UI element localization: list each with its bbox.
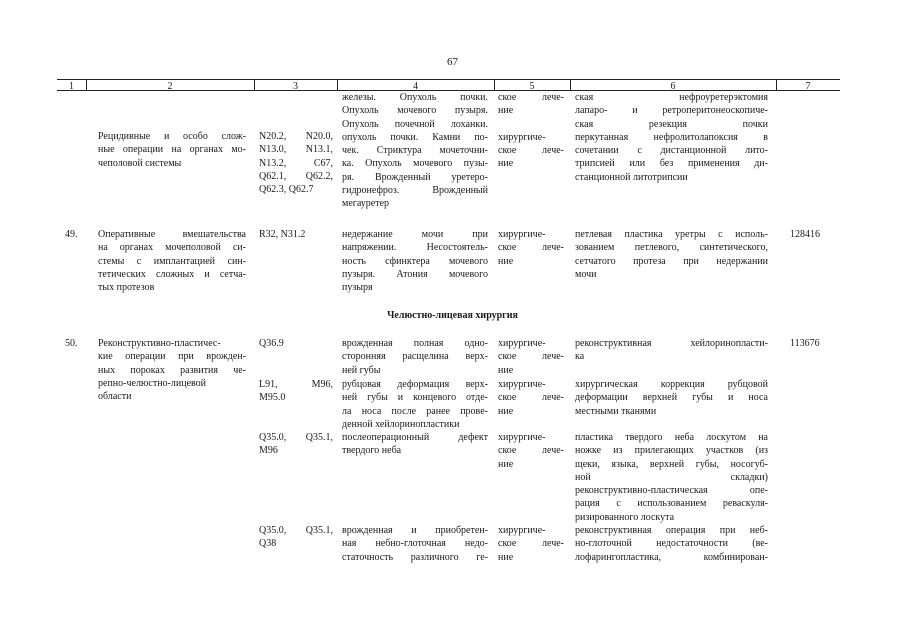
intervention-name-cell [98, 228, 246, 294]
cell-line: хирургиче- [498, 525, 546, 536]
cell-line: Рецидивные и особо слож- [98, 131, 246, 142]
cell-line: ные операции на органах мо- [98, 144, 246, 156]
header-cell: 3 [293, 81, 298, 92]
treatment-type-cell [498, 337, 564, 377]
header-cell: 4 [413, 81, 418, 92]
icd-codes-cell [259, 524, 333, 551]
header-cell: 2 [167, 81, 173, 92]
cell-line: мочи [575, 268, 597, 280]
method-cell [575, 228, 768, 281]
cell-line: 49. [65, 229, 78, 240]
cell-line: сетчатого протеза при недержании [575, 255, 768, 267]
cell-line: ней губы и концевого отде- [342, 392, 488, 404]
cell-line: тых протезов [98, 282, 155, 294]
cell-line: ние [498, 105, 514, 117]
cell-line: R32, N31.2 [259, 229, 306, 240]
cell-line: N13.2, C67, [259, 157, 333, 169]
diagnosis-cell [342, 228, 488, 294]
cell-line: ние [498, 255, 514, 267]
cell-line: мегауретер [342, 198, 390, 210]
method-cell [575, 91, 768, 184]
section-title: Челюстно-лицевая хирургия [387, 310, 518, 321]
cell-line: репно-челюстно-лицевой [98, 377, 207, 389]
cell-line: ние [498, 551, 514, 563]
cell-line: Q62.1, Q62.2, [259, 170, 333, 182]
icd-codes-cell [259, 228, 333, 241]
cell-line: области [98, 391, 132, 403]
cell-line: Реконструктивно-пластичес- [98, 338, 221, 349]
cell-line: местными тканями [575, 405, 657, 417]
cell-line: пузыря. Атония мочевого [342, 268, 488, 280]
cell-line: напряжении. Несостоятель- [342, 242, 488, 254]
cell-line: ной складки) [575, 471, 768, 483]
cell-line: N13.0, N13.1, [259, 144, 333, 156]
cell-line: хирургиче- [498, 131, 546, 143]
cell-line: ское лече- [498, 445, 564, 457]
cell-line: ская нефроуретерэктомия [575, 92, 768, 103]
cell-line: но-глоточной недостаточности (ве- [575, 538, 768, 550]
cell-line: ней губы [342, 364, 381, 376]
method-cell [575, 524, 768, 564]
cell-line: на органах мочеполовой си- [98, 242, 246, 254]
diagnosis-cell [342, 378, 488, 431]
treatment-type-cell [498, 91, 564, 171]
cell-line: сторонняя расщелина верх- [342, 351, 488, 363]
cell-line: хирургиче- [498, 229, 546, 240]
cell-line: хирургиче- [498, 379, 546, 390]
cell-line: ка. Опухоль мочевого пузы- [342, 158, 488, 170]
cell-line: ское лече- [498, 92, 564, 103]
cell-line: хирургическая коррекция рубцовой [575, 379, 768, 390]
cell-line: Q62.3, Q62.7 [259, 184, 314, 196]
diagnosis-cell [342, 431, 488, 458]
cell-line: послеоперационный дефект [342, 432, 488, 443]
cell-line: Опухоль мочевого пузыря. [342, 105, 488, 117]
cell-line: N20.2, N20.0, [259, 131, 333, 142]
icd-codes-cell [259, 378, 333, 405]
cell-line: трипсией или без применения ди- [575, 158, 768, 170]
diagnosis-cell [342, 91, 488, 211]
cell-line: ла носа после ранее прове- [342, 405, 488, 417]
method-cell [575, 378, 768, 418]
icd-codes-cell [259, 431, 333, 458]
cell-line: реконструктивная хейлоринопласти- [575, 338, 768, 349]
diagnosis-cell [342, 337, 488, 377]
cell-line: хирургиче- [498, 338, 546, 349]
cell-line: 50. [65, 338, 78, 349]
treatment-type-cell [498, 378, 564, 418]
cell-line: щеки, языка, верхней губы, носогуб- [575, 458, 768, 470]
cell-line: ние [498, 458, 514, 470]
cell-line: денной хейлоринопластики [342, 418, 460, 430]
header-cell: 1 [69, 81, 74, 92]
cell-line: твердого неба [342, 445, 402, 457]
cell-line: рубцовая деформация верх- [342, 379, 488, 390]
page-number: 67 [447, 56, 458, 68]
cell-line: реконструктивно-пластическая опе- [575, 485, 768, 497]
cell-line: ское лече- [498, 392, 564, 404]
cell-line: ние [498, 364, 514, 376]
cell-line: недержание мочи при [342, 229, 488, 240]
icd-codes-cell [259, 130, 333, 196]
cell-line: стемы с имплантацией син- [98, 255, 246, 267]
cell-line: зованием петлевого, синтетического, [575, 242, 768, 254]
cell-line: M96 [259, 445, 278, 457]
cell-line: ское лече- [498, 351, 564, 363]
cell-line: тетических сложных и сетча- [98, 268, 246, 280]
cell-line: ная небно-глоточная недо- [342, 538, 488, 550]
header-cell: 6 [670, 81, 676, 92]
cell-line: станционной литотрипсии [575, 171, 688, 183]
cell-line: рация с использованием реваскуля- [575, 498, 768, 510]
cell-line: ризированного лоскута [575, 511, 675, 523]
cell-line: 113676 [790, 338, 820, 349]
treatment-type-cell [498, 524, 564, 564]
cell-line: ка [575, 351, 585, 363]
cell-line: гидронефроз. Врожденный [342, 185, 488, 197]
cell-line: 128416 [790, 229, 820, 240]
cell-line: врожденная и приобретен- [342, 525, 488, 536]
cell-line: петлевая пластика уретры с исполь- [575, 229, 768, 240]
cell-line: хирургиче- [498, 432, 546, 443]
cell-line: перкутанная нефролитолапоксия в [575, 131, 768, 143]
cell-line: ние [498, 405, 514, 417]
cell-line: ское лече- [498, 242, 564, 254]
cell-line: чеполовой системы [98, 157, 182, 169]
cell-line: M95.0 [259, 392, 286, 404]
method-cell [575, 337, 768, 364]
method-cell [575, 431, 768, 524]
diagnosis-cell [342, 524, 488, 564]
cell-line: пузыря [342, 282, 373, 294]
cell-line [498, 118, 564, 131]
cell-line: ных пороках развития че- [98, 364, 246, 376]
cell-line: ское лече- [498, 538, 564, 550]
cell-line: Оперативные вмешательства [98, 229, 246, 240]
cell-line: ножке из прилегающих участков (из [575, 445, 768, 457]
cell-line: ря. Врожденный уретеро- [342, 171, 488, 183]
cell-line: ние [498, 158, 514, 170]
cell-line: ское лече- [498, 145, 564, 157]
cell-line: Q36.9 [259, 338, 284, 349]
icd-codes-cell [259, 337, 333, 350]
cell-line: L91, M96, [259, 379, 333, 390]
intervention-name-cell [98, 130, 246, 170]
cell-line: ность сфинктера мочевого [342, 255, 488, 267]
cell-line: железы. Опухоль почки. [342, 92, 488, 103]
cost-cell [790, 228, 836, 241]
cell-line: ская резекция почки [575, 118, 768, 130]
cost-cell [790, 337, 836, 350]
cell-line: статочность различного ге- [342, 551, 488, 563]
row-number-cell [65, 337, 87, 350]
cell-line: реконструктивная операция при неб- [575, 525, 768, 536]
cell-line: кие операции при врожден- [98, 351, 246, 363]
cell-line: чек. Стриктура мочеточни- [342, 145, 488, 157]
header-cell: 5 [529, 81, 535, 92]
cell-line: Опухоль почечной лоханки. [342, 118, 488, 130]
cell-line: Q38 [259, 538, 277, 550]
cell-line: опухоль почки. Камни по- [342, 131, 488, 143]
treatment-type-cell [498, 431, 564, 471]
cell-line: лапаро- и ретроперитонеоскопиче- [575, 105, 768, 117]
table-top-rule [57, 79, 840, 80]
cell-line: деформации верхней губы и носа [575, 392, 768, 404]
cell-line: Q35.0, Q35.1, [259, 432, 333, 443]
cell-line: врожденная полная одно- [342, 338, 488, 349]
treatment-type-cell [498, 228, 564, 268]
row-number-cell [65, 228, 87, 241]
header-cell: 7 [805, 81, 811, 92]
cell-line: сочетании с дистанционной лито- [575, 145, 768, 157]
intervention-name-cell [98, 337, 246, 403]
cell-line: пластика твердого неба лоскутом на [575, 432, 768, 443]
cell-line: лофарингопластика, комбинирован- [575, 551, 768, 563]
cell-line: Q35.0, Q35.1, [259, 525, 333, 536]
